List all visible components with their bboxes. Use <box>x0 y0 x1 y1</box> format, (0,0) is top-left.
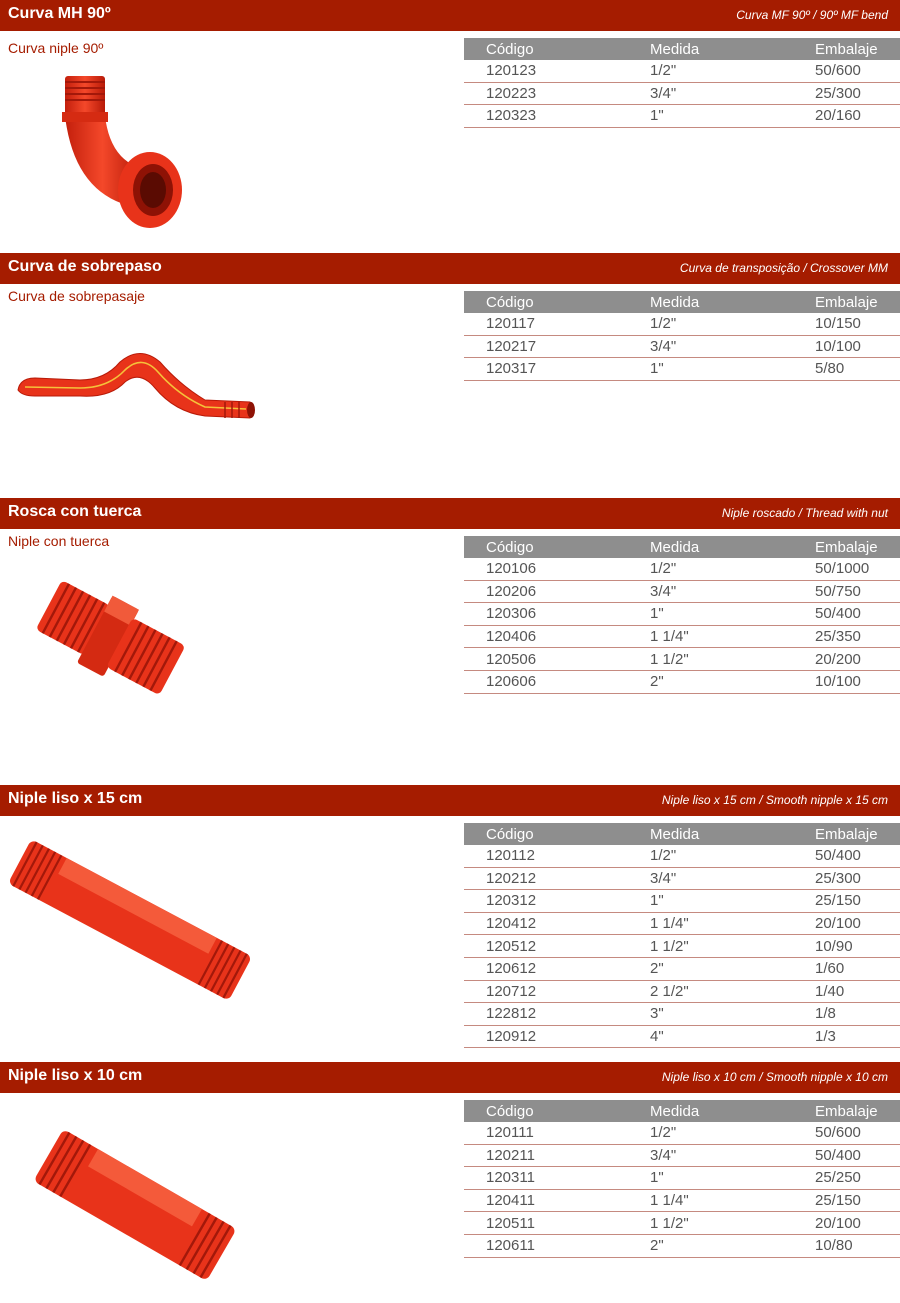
pack-cell: 20/100 <box>794 912 900 935</box>
code-cell: 120412 <box>464 912 629 935</box>
pack-cell: 1/60 <box>794 957 900 980</box>
size-cell: 2" <box>629 957 794 980</box>
section-translation: Niple liso x 10 cm / Smooth nipple x 10 cm <box>661 1070 888 1084</box>
section-title: Rosca con tuerca <box>8 503 142 520</box>
code-cell: 122812 <box>464 1003 629 1026</box>
size-cell: 1/2" <box>629 558 794 580</box>
pack-cell: 10/100 <box>794 335 900 358</box>
header-code: Código <box>464 536 629 558</box>
pack-cell: 25/250 <box>794 1167 900 1190</box>
table-row <box>464 670 900 693</box>
pack-cell: 25/150 <box>794 890 900 913</box>
size-cell: 3" <box>629 1003 794 1026</box>
pack-cell: 25/350 <box>794 625 900 648</box>
table-row <box>464 957 900 980</box>
pack-cell: 1/8 <box>794 1003 900 1026</box>
code-cell: 120612 <box>464 957 629 980</box>
table-row <box>464 1122 900 1144</box>
section-translation: Curva de transposição / Crossover MM <box>679 261 888 275</box>
section-header <box>0 1062 900 1093</box>
spec-table <box>464 1100 900 1258</box>
size-cell: 1/2" <box>629 313 794 335</box>
section-header <box>0 253 900 284</box>
size-cell: 3/4" <box>629 82 794 105</box>
pack-cell: 50/400 <box>794 1144 900 1167</box>
table-row <box>464 1025 900 1048</box>
size-cell: 2 1/2" <box>629 980 794 1003</box>
size-cell: 1 1/4" <box>629 625 794 648</box>
pack-cell: 50/400 <box>794 603 900 626</box>
code-cell: 120111 <box>464 1122 629 1144</box>
code-cell: 120512 <box>464 935 629 958</box>
section-subtitle: Niple con tuerca <box>8 533 110 549</box>
bend-90-fitting-image <box>50 68 190 248</box>
code-cell: 120606 <box>464 670 629 693</box>
table-row <box>464 912 900 935</box>
pack-cell: 10/90 <box>794 935 900 958</box>
size-cell: 1/2" <box>629 845 794 867</box>
spec-table <box>464 38 900 128</box>
nipple-with-nut-image <box>30 580 200 700</box>
section-translation: Niple roscado / Thread with nut <box>721 506 888 520</box>
table-row <box>464 980 900 1003</box>
table-row <box>464 105 900 128</box>
size-cell: 3/4" <box>629 580 794 603</box>
code-cell: 120312 <box>464 890 629 913</box>
table-row <box>464 603 900 626</box>
pack-cell: 50/600 <box>794 1122 900 1144</box>
size-cell: 3/4" <box>629 1144 794 1167</box>
table-row <box>464 358 900 381</box>
code-cell: 120323 <box>464 105 629 128</box>
pack-cell: 50/750 <box>794 580 900 603</box>
pack-cell: 50/600 <box>794 60 900 82</box>
size-cell: 1 1/4" <box>629 1189 794 1212</box>
header-pack: Embalaje <box>794 38 900 60</box>
size-cell: 3/4" <box>629 335 794 358</box>
code-cell: 120611 <box>464 1234 629 1257</box>
table-row <box>464 1003 900 1026</box>
size-cell: 1/2" <box>629 60 794 82</box>
section-translation: Niple liso x 15 cm / Smooth nipple x 15 cm <box>661 793 888 807</box>
size-cell: 2" <box>629 1234 794 1257</box>
code-cell: 120112 <box>464 845 629 867</box>
code-cell: 120211 <box>464 1144 629 1167</box>
size-cell: 1" <box>629 1167 794 1190</box>
table-row <box>464 867 900 890</box>
table-row <box>464 60 900 82</box>
pack-cell: 50/400 <box>794 845 900 867</box>
header-code: Código <box>464 38 629 60</box>
section-title: Niple liso x 15 cm <box>8 790 143 807</box>
section-subtitle: Curva de sobrepasaje <box>8 288 145 304</box>
smooth-nipple-10-image <box>20 1120 250 1290</box>
table-row <box>464 890 900 913</box>
table-row <box>464 558 900 580</box>
code-cell: 120406 <box>464 625 629 648</box>
table-row <box>464 625 900 648</box>
code-cell: 120306 <box>464 603 629 626</box>
header-code: Código <box>464 291 629 313</box>
header-size: Medida <box>629 823 794 845</box>
code-cell: 120311 <box>464 1167 629 1190</box>
code-cell: 120317 <box>464 358 629 381</box>
header-size: Medida <box>629 291 794 313</box>
code-cell: 120411 <box>464 1189 629 1212</box>
section-translation: Curva MF 90º / 90º MF bend <box>736 8 888 22</box>
size-cell: 1" <box>629 105 794 128</box>
header-pack: Embalaje <box>794 291 900 313</box>
header-size: Medida <box>629 536 794 558</box>
section-title: Curva MH 90º <box>8 5 111 22</box>
code-cell: 120912 <box>464 1025 629 1048</box>
spec-table <box>464 291 900 381</box>
size-cell: 4" <box>629 1025 794 1048</box>
code-cell: 120506 <box>464 648 629 671</box>
pack-cell: 25/150 <box>794 1189 900 1212</box>
header-pack: Embalaje <box>794 823 900 845</box>
crossover-pipe-image <box>10 340 260 435</box>
header-pack: Embalaje <box>794 1100 900 1122</box>
code-cell: 120212 <box>464 867 629 890</box>
size-cell: 1 1/4" <box>629 912 794 935</box>
table-row <box>464 82 900 105</box>
pack-cell: 25/300 <box>794 82 900 105</box>
pack-cell: 20/100 <box>794 1212 900 1235</box>
table-row <box>464 1212 900 1235</box>
pack-cell: 1/3 <box>794 1025 900 1048</box>
section-header <box>0 0 900 31</box>
pack-cell: 20/200 <box>794 648 900 671</box>
size-cell: 1" <box>629 890 794 913</box>
table-row <box>464 1234 900 1257</box>
size-cell: 1 1/2" <box>629 1212 794 1235</box>
code-cell: 120511 <box>464 1212 629 1235</box>
spec-table <box>464 536 900 694</box>
header-size: Medida <box>629 38 794 60</box>
table-row <box>464 313 900 335</box>
pack-cell: 10/150 <box>794 313 900 335</box>
header-size: Medida <box>629 1100 794 1122</box>
size-cell: 1 1/2" <box>629 648 794 671</box>
pack-cell: 10/100 <box>794 670 900 693</box>
section-title: Niple liso x 10 cm <box>8 1067 143 1084</box>
pack-cell: 20/160 <box>794 105 900 128</box>
code-cell: 120123 <box>464 60 629 82</box>
size-cell: 3/4" <box>629 867 794 890</box>
table-row <box>464 845 900 867</box>
size-cell: 1" <box>629 603 794 626</box>
code-cell: 120223 <box>464 82 629 105</box>
table-row <box>464 1167 900 1190</box>
table-row <box>464 935 900 958</box>
size-cell: 2" <box>629 670 794 693</box>
pack-cell: 10/80 <box>794 1234 900 1257</box>
table-row <box>464 335 900 358</box>
code-cell: 120117 <box>464 313 629 335</box>
code-cell: 120712 <box>464 980 629 1003</box>
spec-table <box>464 823 900 1048</box>
code-cell: 120106 <box>464 558 629 580</box>
size-cell: 1/2" <box>629 1122 794 1144</box>
header-code: Código <box>464 1100 629 1122</box>
pack-cell: 5/80 <box>794 358 900 381</box>
pack-cell: 25/300 <box>794 867 900 890</box>
size-cell: 1 1/2" <box>629 935 794 958</box>
section-header <box>0 785 900 816</box>
table-row <box>464 1144 900 1167</box>
smooth-nipple-15-image <box>5 835 255 1005</box>
size-cell: 1" <box>629 358 794 381</box>
header-code: Código <box>464 823 629 845</box>
header-pack: Embalaje <box>794 536 900 558</box>
section-subtitle: Curva niple 90º <box>8 40 104 56</box>
section-header <box>0 498 900 529</box>
code-cell: 120206 <box>464 580 629 603</box>
pack-cell: 1/40 <box>794 980 900 1003</box>
section-title: Curva de sobrepaso <box>8 258 162 275</box>
table-row <box>464 648 900 671</box>
table-row <box>464 1189 900 1212</box>
pack-cell: 50/1000 <box>794 558 900 580</box>
table-row <box>464 580 900 603</box>
code-cell: 120217 <box>464 335 629 358</box>
